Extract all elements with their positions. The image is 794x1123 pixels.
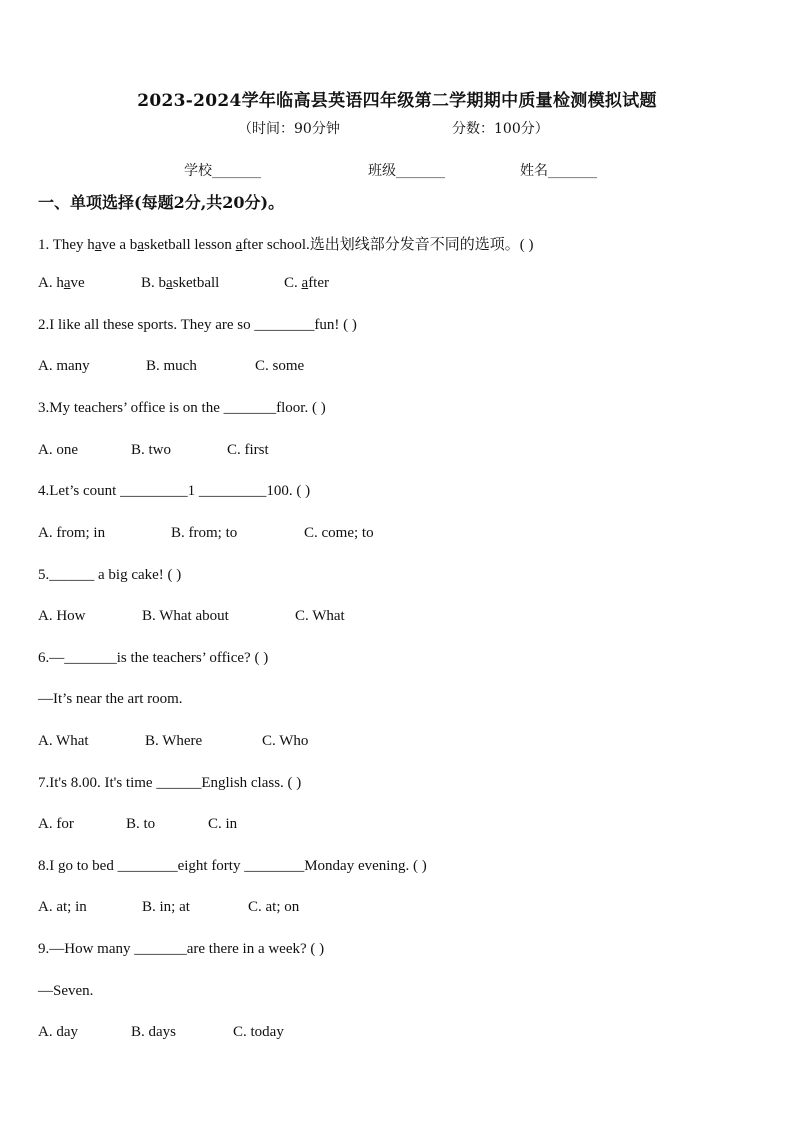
question-6-options	[38, 733, 308, 750]
question-7: 7.It's 8.00. It's time ______English class. ( )	[38, 775, 302, 791]
question-6: 6.—_______is the teachers’ office? ( )	[38, 650, 269, 666]
question-3: 3.My teachers’ office is on the _______floor. ( )	[38, 400, 326, 416]
question-8: 8.I go to bed ________eight forty ________Monday evening. ( )	[38, 858, 427, 874]
option-a: A. What	[38, 733, 89, 749]
option-a: A. at; in	[38, 899, 87, 915]
option-b: B. two	[131, 442, 172, 458]
question-1: 1. They have a basketball lesson after school.选出划线部分发音不同的选项。( )	[38, 237, 534, 253]
option-a: A. day	[38, 1024, 78, 1040]
option-a: A. one	[38, 442, 78, 458]
option-c: C. today	[233, 1024, 284, 1040]
question-2-options	[38, 358, 304, 375]
question-9-answer-line: —Seven.	[38, 983, 94, 999]
option-b: B. What about	[142, 608, 229, 624]
option-c: C. What	[295, 608, 345, 624]
exam-title: 2023-2024学年临高县英语四年级第二学期期中质量检测模拟试题	[137, 91, 657, 111]
option-b: B. much	[146, 358, 197, 374]
option-a: A. have	[38, 275, 85, 291]
question-8-options	[38, 899, 299, 916]
option-a: A. How	[38, 608, 86, 624]
question-9-options	[38, 1024, 284, 1041]
school-field: 学校_______	[184, 163, 261, 179]
option-c: C. Who	[262, 733, 309, 749]
option-c: C. come; to	[304, 525, 374, 541]
option-c: C. some	[255, 358, 305, 374]
name-field: 姓名_______	[520, 163, 597, 179]
option-c: C. first	[227, 442, 269, 458]
question-6-answer-line: —It’s near the art room.	[38, 691, 183, 707]
option-a: A. from; in	[38, 525, 106, 541]
option-b: B. Where	[145, 733, 203, 749]
question-9: 9.—How many _______are there in a week? ( )	[38, 941, 325, 957]
option-c: C. in	[208, 816, 238, 832]
option-b: B. to	[126, 816, 156, 832]
question-4: 4.Let’s count _________1 _________100. ( )	[38, 483, 311, 499]
option-b: B. basketball	[141, 275, 220, 291]
option-c: C. after	[284, 275, 330, 291]
question-5-options	[38, 608, 345, 625]
option-b: B. days	[131, 1024, 176, 1040]
section-title: 一、单项选择(每题2分,共20分)。	[38, 193, 285, 212]
option-c: C. at; on	[248, 899, 300, 915]
question-2: 2.I like all these sports. They are so ________fun! ( )	[38, 317, 357, 333]
option-b: B. in; at	[142, 899, 190, 915]
question-3-options	[38, 442, 269, 459]
exam-time: （时间：90分钟	[238, 121, 340, 137]
question-7-options	[38, 816, 237, 833]
question-4-options	[38, 525, 374, 542]
question-1-options	[38, 275, 329, 292]
class-field: 班级_______	[368, 163, 445, 179]
option-b: B. from; to	[171, 525, 238, 541]
exam-score: 分数：100分）	[452, 121, 549, 137]
option-a: A. many	[38, 358, 90, 374]
option-a: A. for	[38, 816, 74, 832]
question-5: 5.______ a big cake! ( )	[38, 567, 182, 583]
